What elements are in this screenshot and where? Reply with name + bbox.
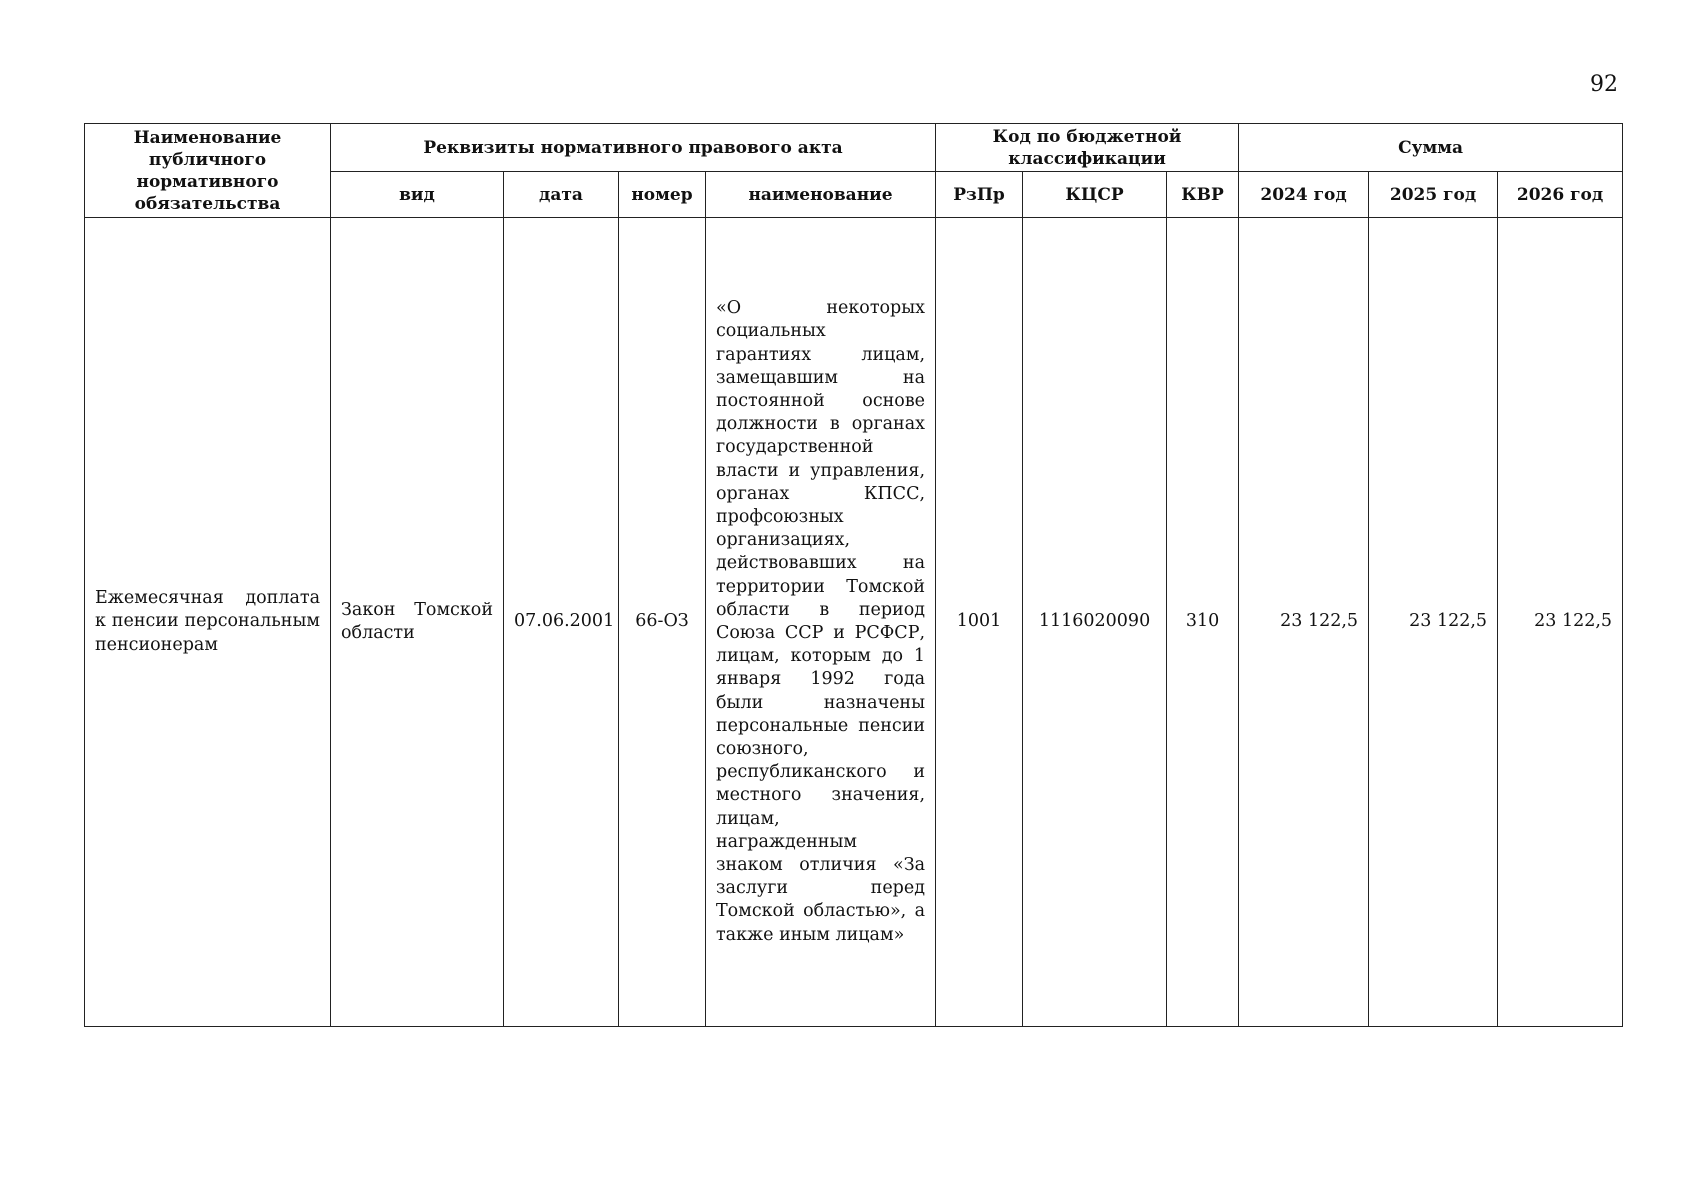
cell-sum-2025: 23 122,5 (1369, 218, 1498, 1027)
header-sum: Сумма (1239, 124, 1623, 172)
header-act-number: номер (619, 172, 706, 218)
header-year-2025: 2025 год (1369, 172, 1498, 218)
cell-kcsr: 1116020090 (1023, 218, 1167, 1027)
cell-rzpr: 1001 (936, 218, 1023, 1027)
cell-act-name: «О некоторых социальных гарантиях лицам, замещавшим на постоянной основе должности в органах государственной власти и управления, органах КПСС, профсоюзных организациях, действовавших на территории Томской области в период Союза ССР и РСФСР, лицам, которым до 1 января 1992 года были назначены персональные пенсии союзного, республиканского и местного значения, лицам, награжденным знаком отличия «За заслуги перед Томской областью», а также иным лицам» (706, 218, 936, 1027)
header-act-name: наименование (706, 172, 936, 218)
cell-sum-2026: 23 122,5 (1498, 218, 1623, 1027)
cell-sum-2024: 23 122,5 (1239, 218, 1369, 1027)
header-row-1 (85, 124, 1623, 172)
table-row (85, 218, 1623, 1027)
cell-act-number: 66-ОЗ (619, 218, 706, 1027)
header-budget-code: Код по бюджетной классификации (936, 124, 1239, 172)
cell-kvr: 310 (1167, 218, 1239, 1027)
header-act-date: дата (504, 172, 619, 218)
cell-act-date: 07.06.2001 (504, 218, 619, 1027)
cell-obligation-name: Ежемесячная доплата к пенсии персональным пенсионерам (85, 218, 331, 1027)
header-kcsr: КЦСР (1023, 172, 1167, 218)
header-year-2024: 2024 год (1239, 172, 1369, 218)
header-obligation-name: Наименование публичного нормативного обязательства (85, 124, 331, 218)
cell-act-type: Закон Томской области (331, 218, 504, 1027)
header-act-requisites: Реквизиты нормативного правового акта (331, 124, 936, 172)
header-year-2026: 2026 год (1498, 172, 1623, 218)
obligations-table (84, 123, 1623, 1027)
header-kvr: КВР (1167, 172, 1239, 218)
header-act-type: вид (331, 172, 504, 218)
header-rzpr: РзПр (936, 172, 1023, 218)
page-number: 92 (1590, 72, 1618, 97)
